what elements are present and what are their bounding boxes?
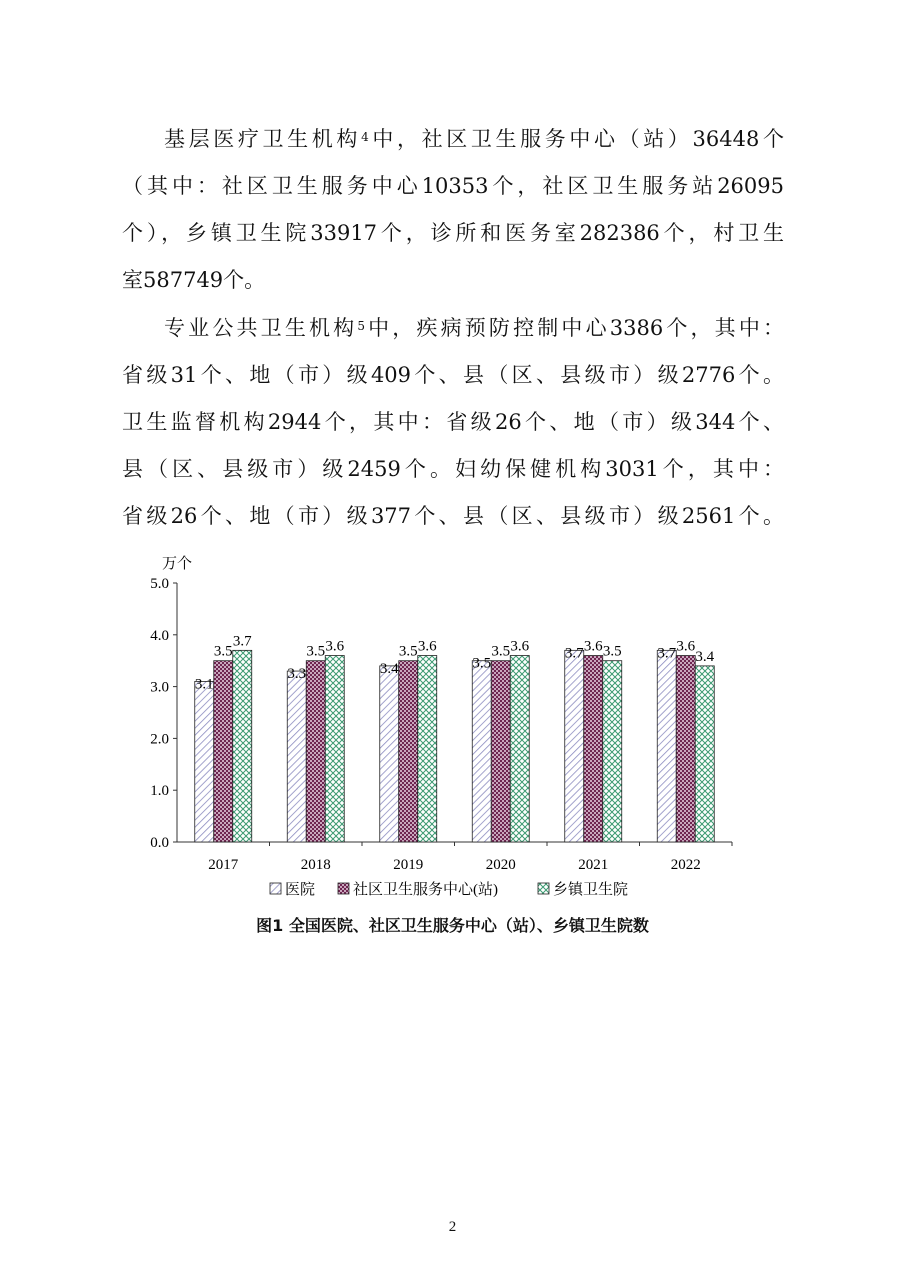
legend-swatch <box>338 883 349 894</box>
bar-community <box>306 661 325 842</box>
bar-hospital <box>657 650 676 842</box>
x-tick-label: 2021 <box>578 857 609 873</box>
paragraph-primary-care <box>122 116 784 304</box>
x-tick-label: 2017 <box>208 857 239 873</box>
data-label: 3.6 <box>583 638 603 655</box>
data-label: 3.5 <box>472 655 492 672</box>
data-label: 3.5 <box>602 643 622 660</box>
x-tick-label: 2020 <box>485 857 516 873</box>
data-label: 3.7 <box>232 633 252 650</box>
bar-hospital <box>380 666 399 842</box>
bar-township <box>695 666 714 842</box>
footnote-ref: 5 <box>357 319 365 333</box>
text-line: 卫生监督机构2944个，其中：省级26个、地（市）级344个、 <box>122 410 784 434</box>
data-label: 3.6 <box>510 638 530 655</box>
x-tick-label: 2019 <box>393 857 424 873</box>
text-line: 省级31个、地（市）级409个、县（区、县级市）级2776个。 <box>122 363 784 387</box>
bar-hospital <box>565 650 584 842</box>
y-tick-label: 5.0 <box>150 576 169 592</box>
x-tick-label: 2022 <box>670 857 701 873</box>
data-label: 3.6 <box>417 638 437 655</box>
legend-label: 乡镇卫生院 <box>553 882 629 898</box>
text-line: 室587749个。 <box>122 268 266 292</box>
data-label: 3.7 <box>564 645 584 662</box>
bar-community <box>584 656 603 842</box>
bar-township <box>233 650 252 842</box>
y-tick-label: 4.0 <box>150 627 169 644</box>
data-label: 3.6 <box>676 638 696 655</box>
paragraph-public-health <box>122 305 784 540</box>
data-label: 3.4 <box>695 648 715 665</box>
bar-township <box>418 656 437 842</box>
figure-caption: 图1 全国医院、社区卫生服务中心（站）、乡镇卫生院数 <box>256 916 649 935</box>
legend-swatch <box>270 883 281 894</box>
data-label: 3.4 <box>379 660 399 677</box>
y-axis-label: 万个 <box>162 556 193 572</box>
legend-label: 社区卫生服务中心(站) <box>353 882 498 898</box>
bar-township <box>510 656 529 842</box>
legend-label: 医院 <box>285 882 316 898</box>
page-number: 2 <box>448 1219 457 1235</box>
data-label: 3.5 <box>306 643 326 660</box>
bar-hospital <box>195 681 214 842</box>
legend-swatch <box>538 883 549 894</box>
data-label: 3.1 <box>194 676 214 693</box>
data-label: 3.5 <box>213 643 233 660</box>
bar-community <box>399 661 418 842</box>
data-label: 3.7 <box>657 645 677 662</box>
bar-community <box>491 661 510 842</box>
footnote-ref: 4 <box>361 130 369 144</box>
bar-hospital <box>472 661 491 842</box>
text-line: 县（区、县级市）级2459个。妇幼保健机构3031个，其中： <box>122 457 784 481</box>
data-label: 3.5 <box>491 643 511 660</box>
bar-hospital <box>287 671 306 842</box>
bar-chart <box>120 548 740 908</box>
y-tick-label: 1.0 <box>150 783 169 800</box>
y-tick-label: 3.0 <box>150 679 169 696</box>
data-label: 3.3 <box>287 666 307 683</box>
text-line: 省级26个、地（市）级377个、县（区、县级市）级2561个。 <box>122 504 784 528</box>
text-line: 专业公共卫生机构$^5$中，疾病预防控制中心3386个，其中： <box>164 316 784 340</box>
text-line: 个），乡镇卫生院33917个，诊所和医务室282386个，村卫生 <box>122 221 784 245</box>
bar-community <box>676 656 695 842</box>
bar-township <box>603 661 622 842</box>
bar-township <box>325 656 344 842</box>
data-label: 3.5 <box>398 643 418 660</box>
x-tick-label: 2018 <box>300 857 331 873</box>
y-tick-label: 2.0 <box>150 731 169 748</box>
text-line: 基层医疗卫生机构$^4$中，社区卫生服务中心（站）36448个 <box>164 127 784 151</box>
data-label: 3.6 <box>325 638 345 655</box>
y-tick-label: 0.0 <box>150 835 169 851</box>
text-line: （其中：社区卫生服务中心10353个，社区卫生服务站26095 <box>122 174 784 198</box>
bar-community <box>214 661 233 842</box>
